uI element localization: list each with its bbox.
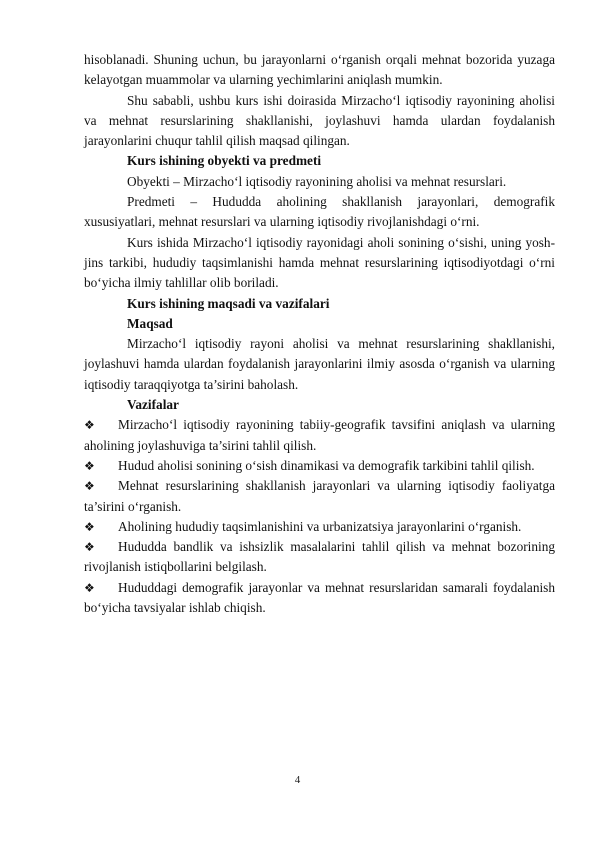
task-text: Aholining hududiy taqsimlanishini va urbanizatsiya jarayonlarini o‘rganish. [118, 518, 522, 534]
task-item [84, 578, 555, 619]
heading-object-subject: Kurs ishining obyekti va predmeti [127, 153, 322, 169]
heading-goal-tasks: Kurs ishining maqsadi va vazifalari [127, 295, 330, 311]
diamond-bullet-icon: ❖ [84, 580, 95, 595]
task-item [84, 537, 555, 578]
task-item [84, 517, 555, 537]
task-item [84, 476, 555, 517]
task-item [84, 456, 555, 476]
document-page [84, 50, 555, 618]
paragraph-object: Obyekti – Mirzacho‘l iqtisodiy rayonining aholisi va mehnat resurslari. [127, 173, 507, 189]
task-text: Hududda bandlik va ishsizlik masalalarini tahlil qilish va mehnat bozorining rivojlanish istiqbollarini belgilash. [84, 539, 555, 575]
task-text: Hududdagi demografik jarayonlar va mehnat resurslaridan samarali foydalanish bo‘yicha tavsiyalar ishlab chiqish. [84, 579, 555, 616]
heading-goal: Maqsad [127, 315, 173, 331]
task-text: Hudud aholisi sonining o‘sish dinamikasi va demografik tarkibini tahlil qilish. [118, 457, 535, 473]
heading-tasks: Vazifalar [127, 397, 179, 413]
diamond-bullet-icon: ❖ [84, 540, 95, 555]
task-text: Mehnat resurslarining shakllanish jarayonlari va ularning iqtisodiy faoliyatga ta’sirini o‘rganish. [84, 478, 555, 514]
paragraph-continuation: hisoblanadi. Shuning uchun, bu jarayonlarni o‘rganish orqali mehnat bozorida yuzaga kelayotgan muammolar va ularning yechimlarini aniqlash mumkin. [84, 52, 555, 88]
task-item [84, 415, 555, 456]
diamond-bullet-icon: ❖ [84, 418, 95, 433]
paragraph-goal: Mirzacho‘l iqtisodiy rayoni aholisi va mehnat resurslarining shakllanishi, joylashuvi hamda ulardan foydalanish jarayonlarini ilmiy asosda o‘rganish va ularning iqtisodiy taraqqiyotga ta’sirini baholash. [84, 336, 555, 392]
paragraph-purpose-intro: Shu sababli, ushbu kurs ishi doirasida Mirzacho‘l iqtisodiy rayonining aholisi va mehnat resurslarining shakllanishi, joylashuvi hamda ulardan foydalanish jarayonlarini chuqur tahlil qilish maqsad qilingan. [84, 92, 555, 149]
diamond-bullet-icon: ❖ [84, 519, 95, 534]
paragraph-subject: Predmeti – Hududda aholining shakllanish jarayonlari, demografik xususiyatlari, mehnat resurslari va ularning iqtisodiy rivojlanishdagi o‘rni. [84, 194, 555, 230]
task-text: Mirzacho‘l iqtisodiy rayonining tabiiy-geografik tavsifini aniqlash va ularning aholining joylashuviga ta’sirini tahlil qilish. [84, 417, 555, 453]
task-list [84, 415, 555, 618]
diamond-bullet-icon: ❖ [84, 458, 95, 473]
diamond-bullet-icon: ❖ [84, 479, 95, 494]
paragraph-scope: Kurs ishida Mirzacho‘l iqtisodiy rayonidagi aholi sonining o‘sishi, uning yosh-jins tarkibi, hududiy taqsimlanishi hamda mehnat resurslarining iqtisodiyotdagi o‘rni bo‘yicha ilmiy tahlillar olib boriladi. [84, 234, 555, 291]
page-number: 4 [294, 774, 301, 786]
